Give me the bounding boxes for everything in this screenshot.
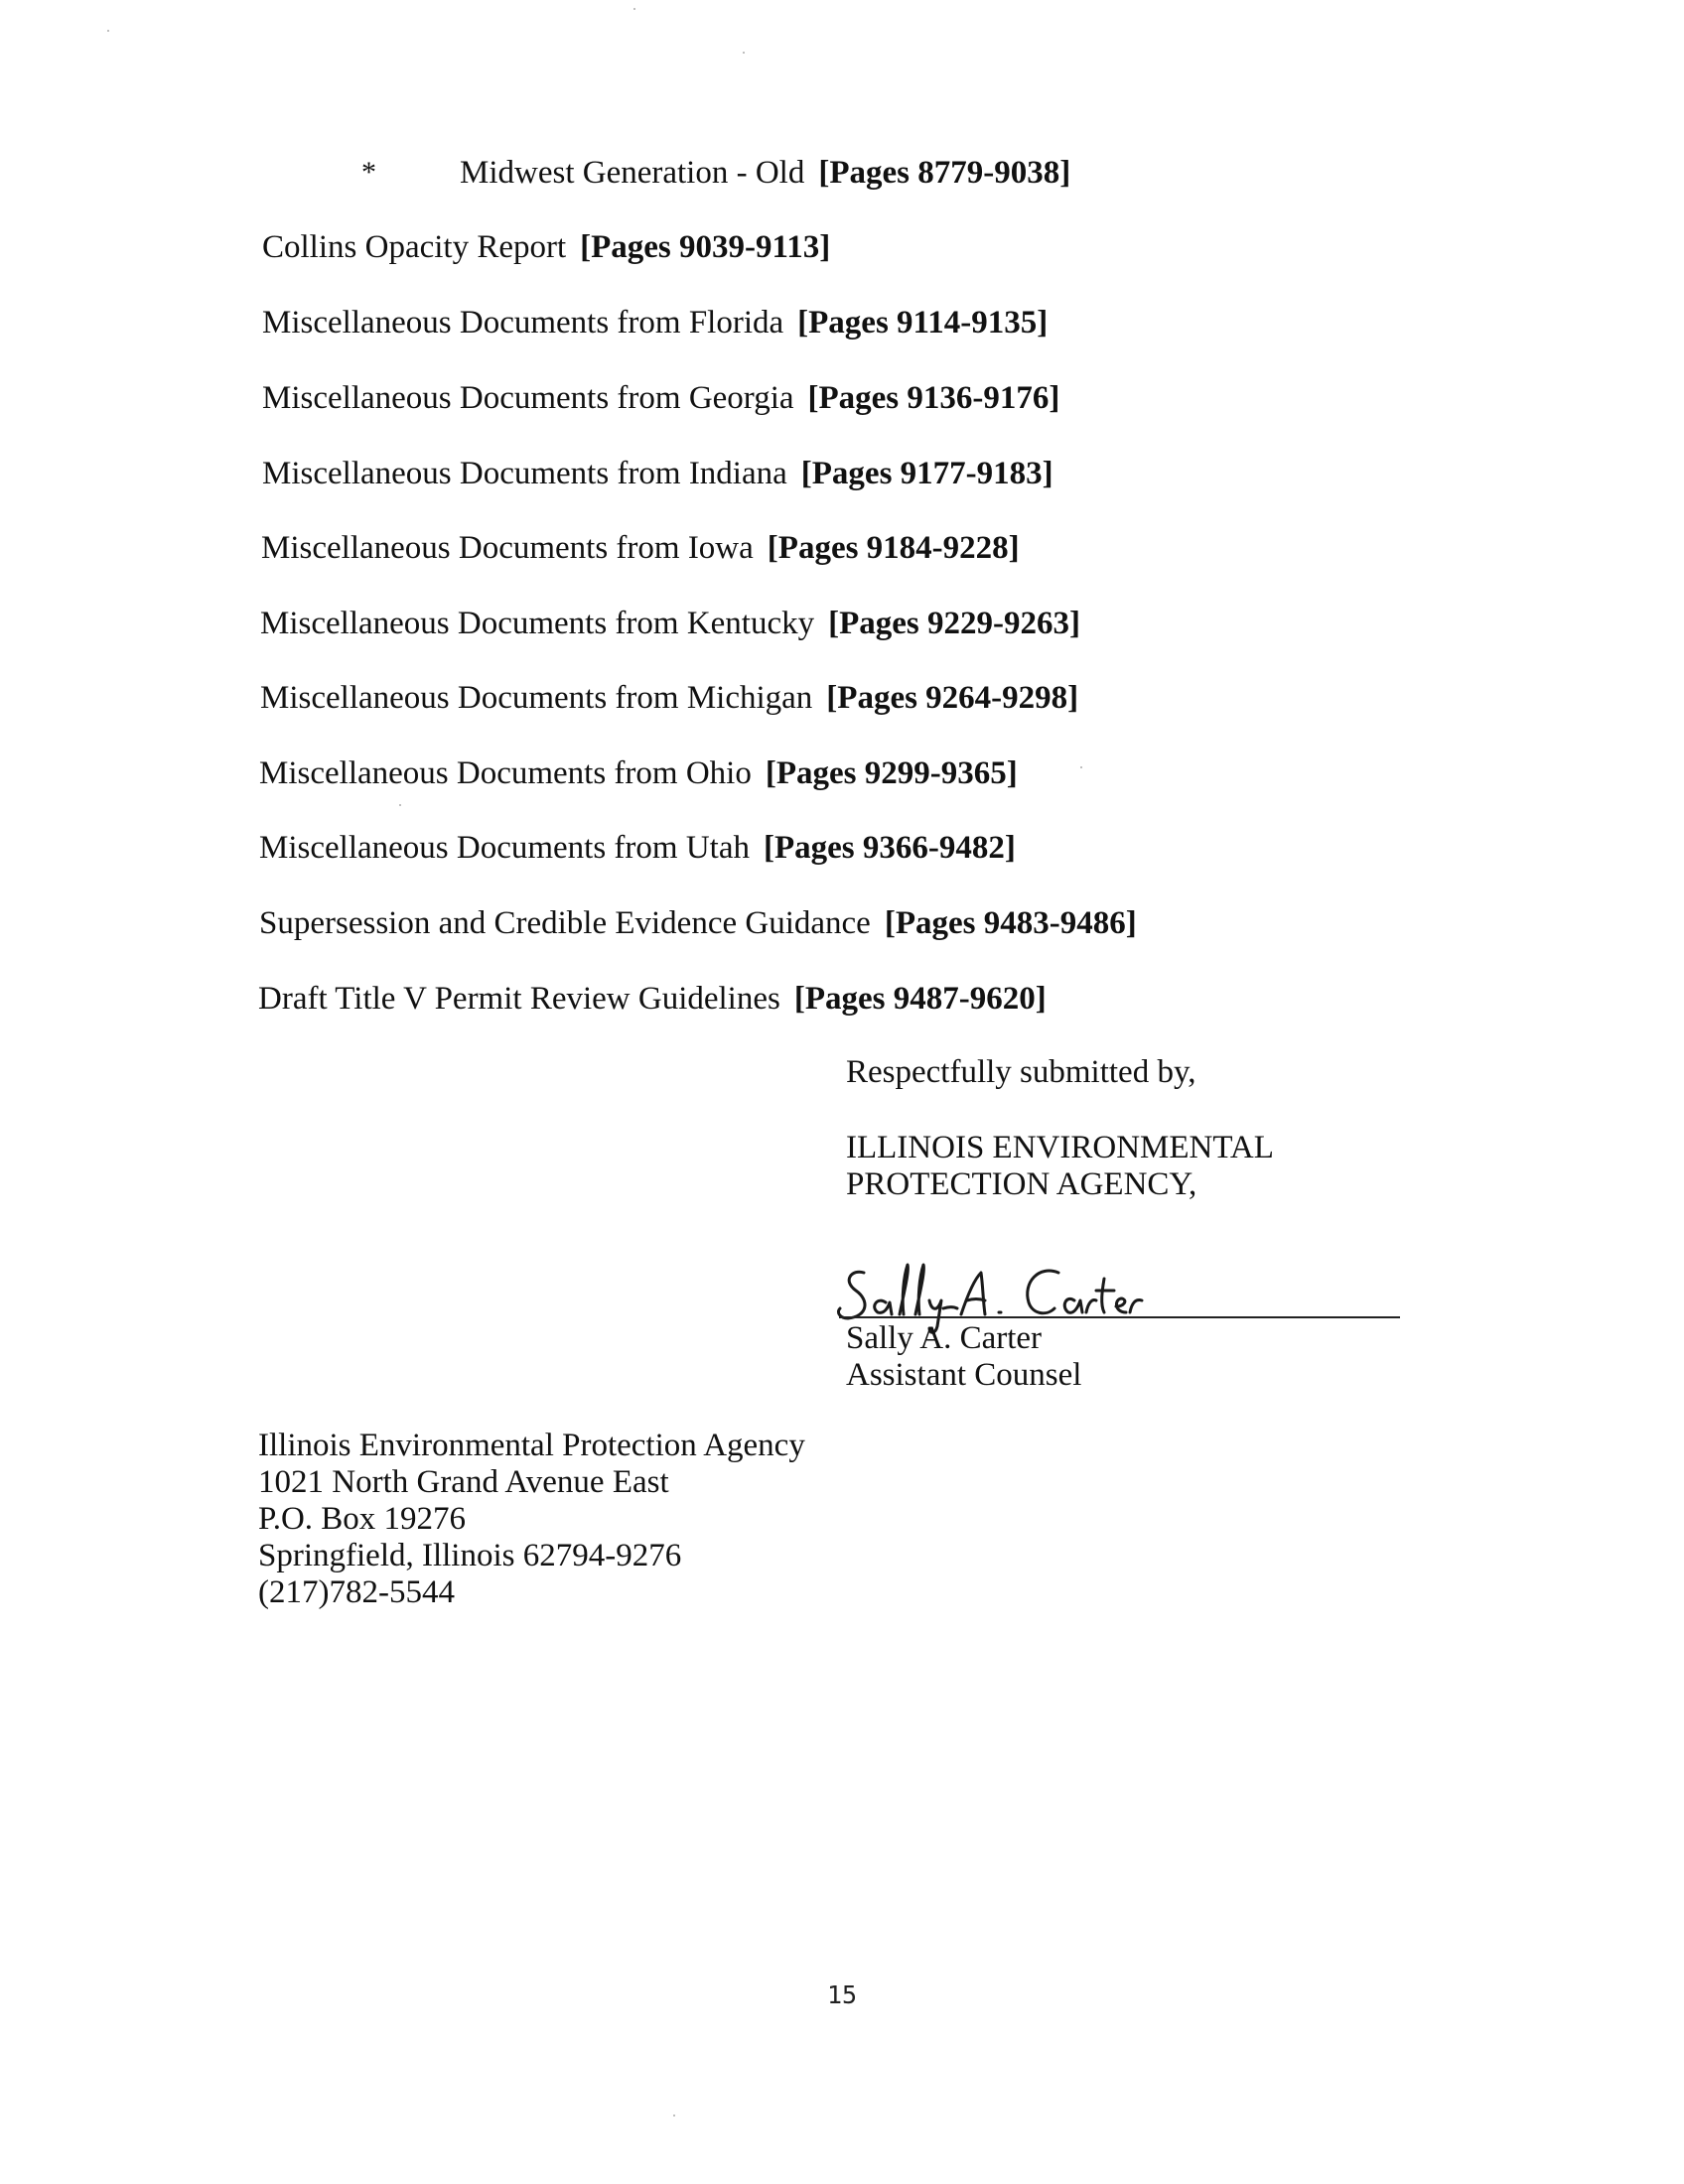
scan-speck — [1080, 766, 1082, 768]
list-item-label: Collins Opacity Report — [262, 229, 567, 265]
list-item-label: Miscellaneous Documents from Florida — [262, 305, 784, 341]
list-item-label: Miscellaneous Documents from Michigan — [260, 680, 813, 716]
list-item-pages: [Pages 9366-9482] — [763, 830, 1016, 866]
scan-speck — [399, 804, 401, 806]
list-item-pages: [Pages 9177-9183] — [800, 456, 1053, 491]
list-item — [258, 979, 1047, 1019]
address-block — [258, 1428, 805, 1611]
list-item-label: Miscellaneous Documents from Iowa — [261, 530, 754, 566]
list-item-label: Midwest Generation - Old — [460, 155, 805, 191]
list-bullet: * — [361, 156, 376, 189]
list-item-pages: [Pages 9136-9176] — [807, 380, 1060, 416]
list-item — [262, 303, 1048, 342]
list-item-pages: [Pages 9229-9263] — [828, 606, 1080, 641]
agency-line: PROTECTION AGENCY, — [846, 1166, 1197, 1202]
address-line: 1021 North Grand Avenue East — [258, 1464, 669, 1500]
list-item — [259, 828, 1016, 868]
signer-name: Sally A. Carter — [846, 1320, 1043, 1356]
scan-speck — [107, 30, 109, 32]
list-item-label: Miscellaneous Documents from Utah — [259, 830, 750, 866]
list-item — [262, 227, 830, 267]
agency-name — [846, 1130, 1274, 1203]
list-item — [260, 604, 1080, 643]
address-line: P.O. Box 19276 — [258, 1501, 467, 1537]
signer-title: Assistant Counsel — [846, 1357, 1082, 1393]
list-item-pages: [Pages 9299-9365] — [765, 755, 1018, 791]
list-item-pages: [Pages 9487-9620] — [793, 981, 1047, 1017]
page-number: 15 — [826, 1980, 858, 2009]
list-item-pages: [Pages 9483-9486] — [884, 905, 1137, 941]
list-item-label: Miscellaneous Documents from Ohio — [259, 755, 752, 791]
list-item-pages: [Pages 8779-9038] — [818, 155, 1071, 191]
list-item-label: Miscellaneous Documents from Georgia — [262, 380, 794, 416]
list-item-pages: [Pages 9039-9113] — [580, 229, 831, 265]
list-item-pages: [Pages 9264-9298] — [826, 680, 1079, 716]
scan-speck — [633, 8, 635, 10]
list-item — [259, 903, 1137, 943]
address-line: (217)782-5544 — [258, 1574, 455, 1610]
address-line: Springfield, Illinois 62794-9276 — [258, 1538, 682, 1573]
agency-line: ILLINOIS ENVIRONMENTAL — [846, 1130, 1274, 1165]
list-item-label: Miscellaneous Documents from Indiana — [262, 456, 787, 491]
list-item-pages: [Pages 9114-9135] — [797, 305, 1049, 341]
list-item-label: Supersession and Credible Evidence Guidance — [259, 905, 871, 941]
list-item-label: Draft Title V Permit Review Guidelines — [258, 981, 780, 1017]
list-item — [259, 753, 1018, 793]
scan-speck — [743, 52, 745, 54]
list-item — [262, 378, 1059, 418]
submitted-by: Respectfully submitted by, — [846, 1054, 1196, 1090]
list-item-pages: [Pages 9184-9228] — [767, 530, 1020, 566]
list-item — [260, 678, 1078, 718]
list-item — [460, 153, 1070, 193]
list-item-label: Miscellaneous Documents from Kentucky — [260, 606, 815, 641]
scan-speck — [673, 2115, 675, 2116]
signature-line — [839, 1316, 1400, 1318]
address-line: Illinois Environmental Protection Agency — [258, 1428, 805, 1463]
list-item — [261, 528, 1020, 568]
list-item — [262, 454, 1053, 493]
signer-block — [846, 1320, 1081, 1394]
